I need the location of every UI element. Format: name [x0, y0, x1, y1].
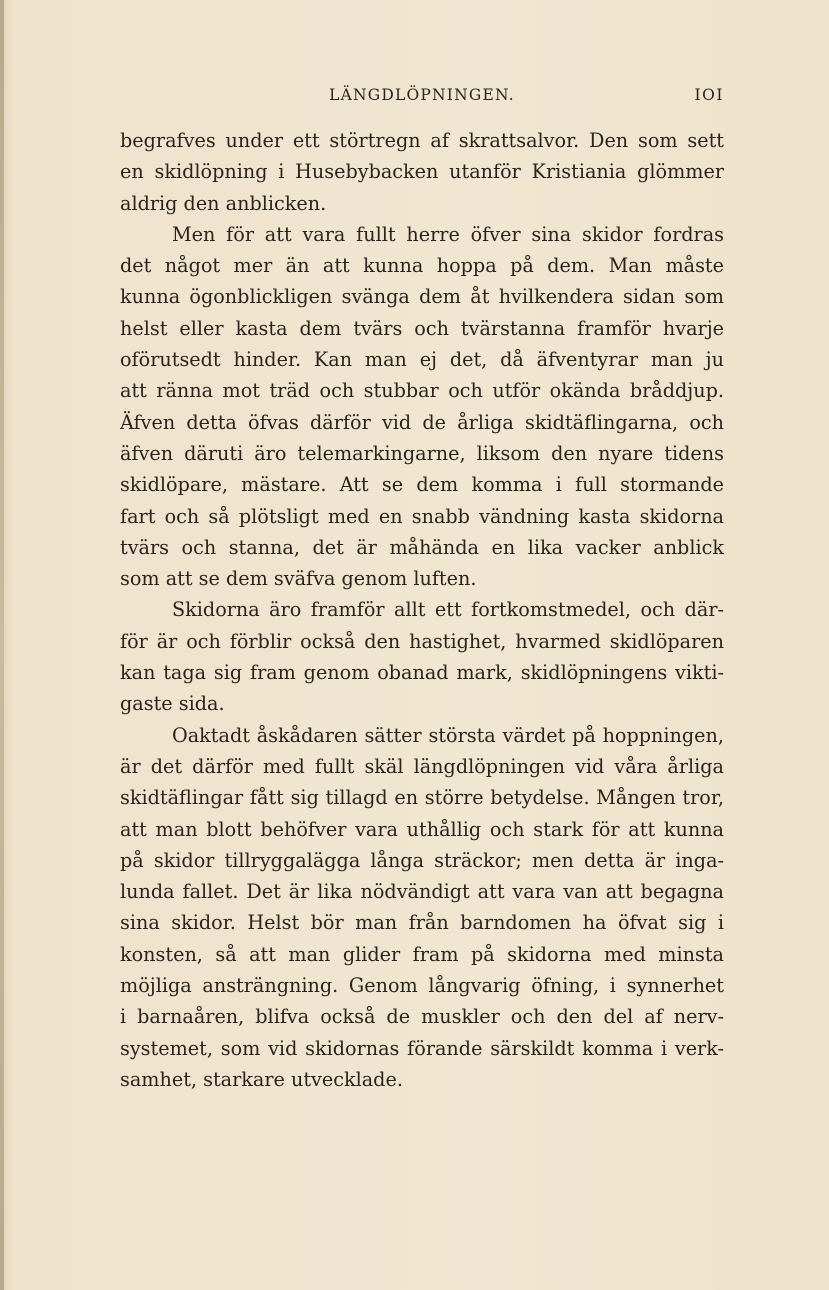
body-text [120, 125, 724, 1095]
text-line: aldrig den anblicken. [120, 191, 327, 215]
text-line: skidlöpare, mästare. Att se dem komma i full stormande [120, 473, 724, 497]
text-line: Oaktadt åskådaren sätter största värdet på hoppningen, [172, 723, 724, 747]
text-line: att man blott behöfver vara uthållig och stark för att kunna [120, 817, 724, 841]
page-spine-edge [0, 0, 4, 1290]
text-line: systemet, som vid skidornas förande särskildt komma i verk- [120, 1036, 724, 1060]
text-line: i barnaåren, blifva också de muskler och den del af nerv- [120, 1005, 724, 1029]
text-line: som att se dem sväfva genom luften. [120, 567, 477, 591]
text-line: möjliga ansträngning. Genom långvarig öfning, i synnerhet [120, 974, 724, 998]
page-number: IOI [694, 86, 724, 104]
text-line: gaste sida. [120, 692, 225, 716]
text-line: är det därför med fullt skäl längdlöpningen vid våra årliga [120, 754, 724, 778]
text-line: tvärs och stanna, det är måhända en lika vacker anblick [120, 535, 724, 559]
text-line: kunna ögonblickligen svänga dem åt hvilkendera sidan som [120, 285, 724, 309]
text-line: oförutsedt hinder. Kan man ej det, då äfventyrar man ju [120, 348, 724, 372]
text-line: en skidlöpning i Husebybacken utanför Kristiania glömmer [120, 160, 724, 184]
text-line: Men för att vara fullt herre öfver sina skidor fordras [172, 222, 724, 246]
text-line: Äfven detta öfvas därför vid de årliga skidtäflingarna, och [120, 410, 724, 434]
text-line: sina skidor. Helst bör man från barndomen ha öfvat sig i [120, 911, 724, 935]
text-line: Skidorna äro framför allt ett fortkomstmedel, och där- [172, 598, 724, 622]
text-line: äfven däruti äro telemarkingarne, liksom den nyare tidens [120, 441, 724, 465]
text-line: för är och förblir också den hastighet, hvarmed skidlöparen [120, 629, 724, 653]
running-head [120, 86, 724, 110]
text-line: skidtäflingar fått sig tillagd en större betydelse. Mången tror, [120, 786, 724, 810]
chapter-title: LÄNGDLÖPNINGEN. [329, 86, 515, 104]
text-line: att ränna mot träd och stubbar och utför okända bråddjup. [120, 379, 724, 403]
text-line: fart och så plötsligt med en snabb vändning kasta skidorna [120, 504, 724, 528]
text-line: konsten, så att man glider fram på skidorna med minsta [120, 942, 724, 966]
text-line: det något mer än att kunna hoppa på dem. Man måste [120, 254, 724, 278]
text-line: kan taga sig fram genom obanad mark, skidlöpningens vikti- [120, 661, 724, 685]
text-line: på skidor tillryggalägga långa sträckor; men detta är inga- [120, 848, 724, 872]
text-line: lunda fallet. Det är lika nödvändigt att vara van att begagna [120, 880, 724, 904]
text-line: helst eller kasta dem tvärs och tvärstanna framför hvarje [120, 316, 724, 340]
text-line: begrafves under ett störtregn af skrattsalvor. Den som sett [120, 129, 724, 152]
text-line: samhet, starkare utvecklade. [120, 1067, 403, 1091]
